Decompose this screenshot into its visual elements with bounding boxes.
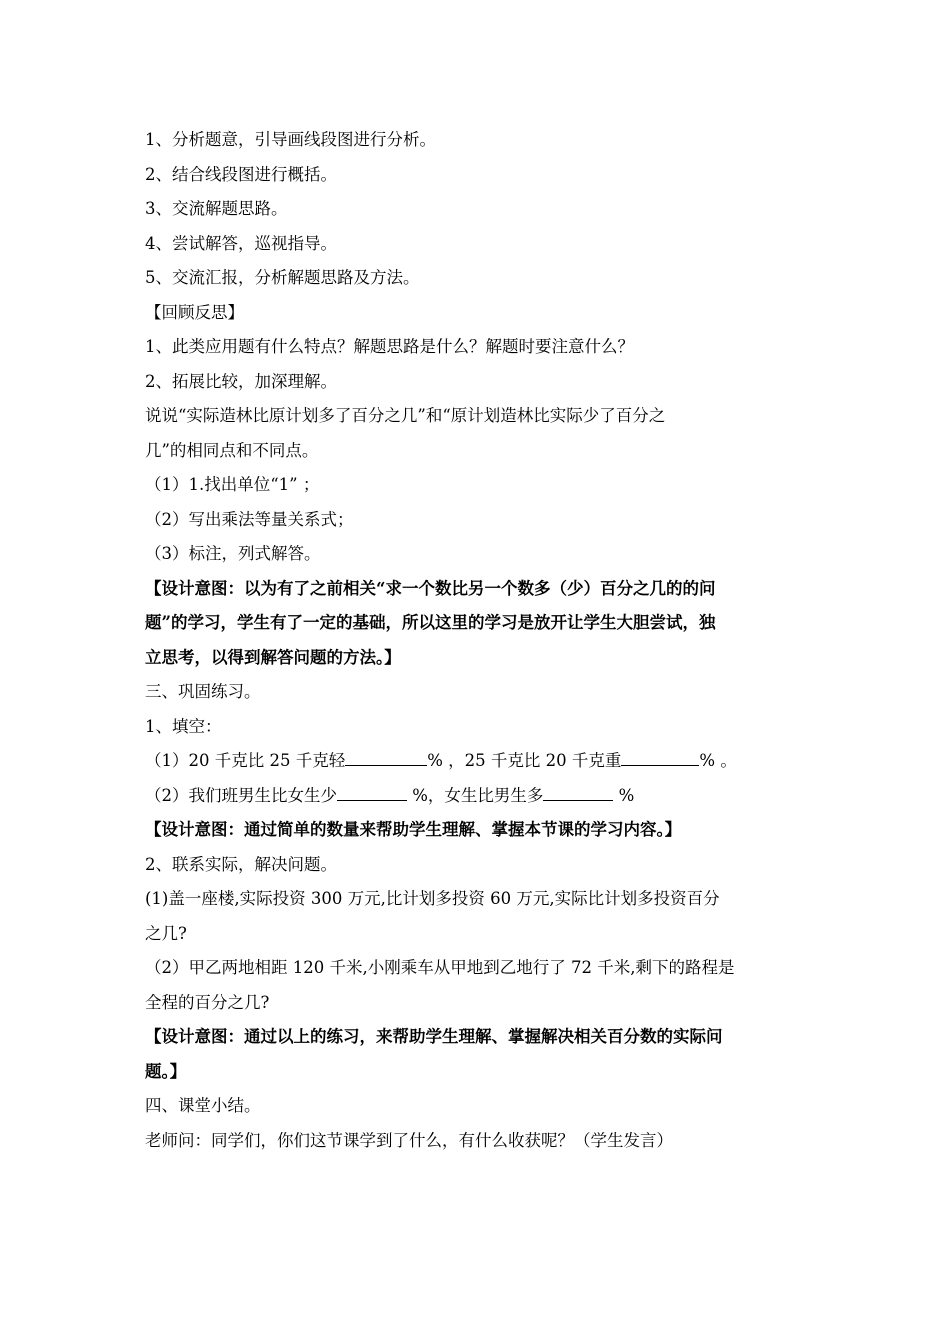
problem-2-line-1: （2）甲乙两地相距 120 千米,小刚乘车从甲地到乙地行了 72 千米,剩下的路程是 xyxy=(145,958,735,977)
fill-2-text-b: %，女生比男生多 xyxy=(407,785,544,805)
fill-2-text-a: （2）我们班男生比女生少 xyxy=(145,785,337,805)
design-intent-1-line-3: 立思考，以得到解答问题的方法。】 xyxy=(145,647,401,667)
problem-2-line-2: 全程的百分之几? xyxy=(145,992,270,1012)
design-intent-2: 【设计意图：通过简单的数量来帮助学生理解、掌握本节课的学习内容。】 xyxy=(145,820,682,839)
method-step-2: （2）写出乘法等量关系式； xyxy=(145,509,354,529)
compare-text-line-2: 几”的相同点和不同点。 xyxy=(145,440,319,460)
summary-question: 老师问：同学们，你们这节课学到了什么，有什么收获呢？（学生发言） xyxy=(145,1130,673,1150)
fill-1-blank-2[interactable] xyxy=(621,747,699,766)
section-4-heading: 四、课堂小结。 xyxy=(145,1096,261,1115)
design-intent-3-line-1: 【设计意图：通过以上的练习，来帮助学生理解、掌握解决相关百分数的实际问 xyxy=(145,1027,723,1046)
compare-text-line-1: 说说“实际造林比原计划多了百分之几”和“原计划造林比实际少了百分之 xyxy=(145,406,666,425)
method-step-3: （3）标注，列式解答。 xyxy=(145,544,321,563)
fill-2-blank-1[interactable] xyxy=(337,782,407,801)
problem-1-line-1: (1)盖一座楼,实际投资 300 万元,比计划多投资 60 万元,实际比计划多投资百分 xyxy=(145,889,720,908)
fill-1-text-a: （1）20 千克比 25 千克轻 xyxy=(145,751,346,770)
fill-1-text-b: % ，25 千克比 20 千克重 xyxy=(427,751,622,770)
practice-heading: 2、联系实际，解决问题。 xyxy=(145,854,337,874)
review-heading: 【回顾反思】 xyxy=(145,302,244,322)
fill-1-blank-1[interactable] xyxy=(345,747,427,766)
design-intent-3-line-2: 题。】 xyxy=(145,1061,187,1081)
design-intent-1-line-1: 【设计意图：以为有了之前相关“求一个数比另一个数多（少）百分之几的的问 xyxy=(145,578,716,598)
review-item-2: 2、拓展比较，加深理解。 xyxy=(145,371,337,391)
design-intent-1-line-2: 题”的学习，学生有了一定的基础，所以这里的学习是放开让学生大胆尝试，独 xyxy=(145,613,716,632)
section-3-heading: 三、巩固练习。 xyxy=(145,682,261,701)
step-4-text: 4、尝试解答，巡视指导。 xyxy=(145,233,337,253)
fill-2-text-c: % xyxy=(613,785,635,805)
fill-2-blank-2[interactable] xyxy=(543,782,613,801)
fill-blank-question-2 xyxy=(145,779,815,814)
problem-1-line-2: 之几? xyxy=(145,923,187,943)
step-1-text: 1、分析题意，引导画线段图进行分析。 xyxy=(145,130,436,149)
step-2-text: 2、结合线段图进行概括。 xyxy=(145,164,337,184)
fill-blank-question-1 xyxy=(145,744,815,779)
review-item-1: 1、此类应用题有什么特点？解题思路是什么？解题时要注意什么？ xyxy=(145,337,634,356)
step-3-text: 3、交流解题思路。 xyxy=(145,199,288,218)
fill-blank-heading: 1、填空： xyxy=(145,716,222,736)
document-body xyxy=(145,123,815,1158)
method-step-1: （1）1.找出单位“1” ； xyxy=(145,475,320,494)
step-5-text: 5、交流汇报，分析解题思路及方法。 xyxy=(145,268,420,287)
fill-1-text-c: % 。 xyxy=(699,751,737,770)
